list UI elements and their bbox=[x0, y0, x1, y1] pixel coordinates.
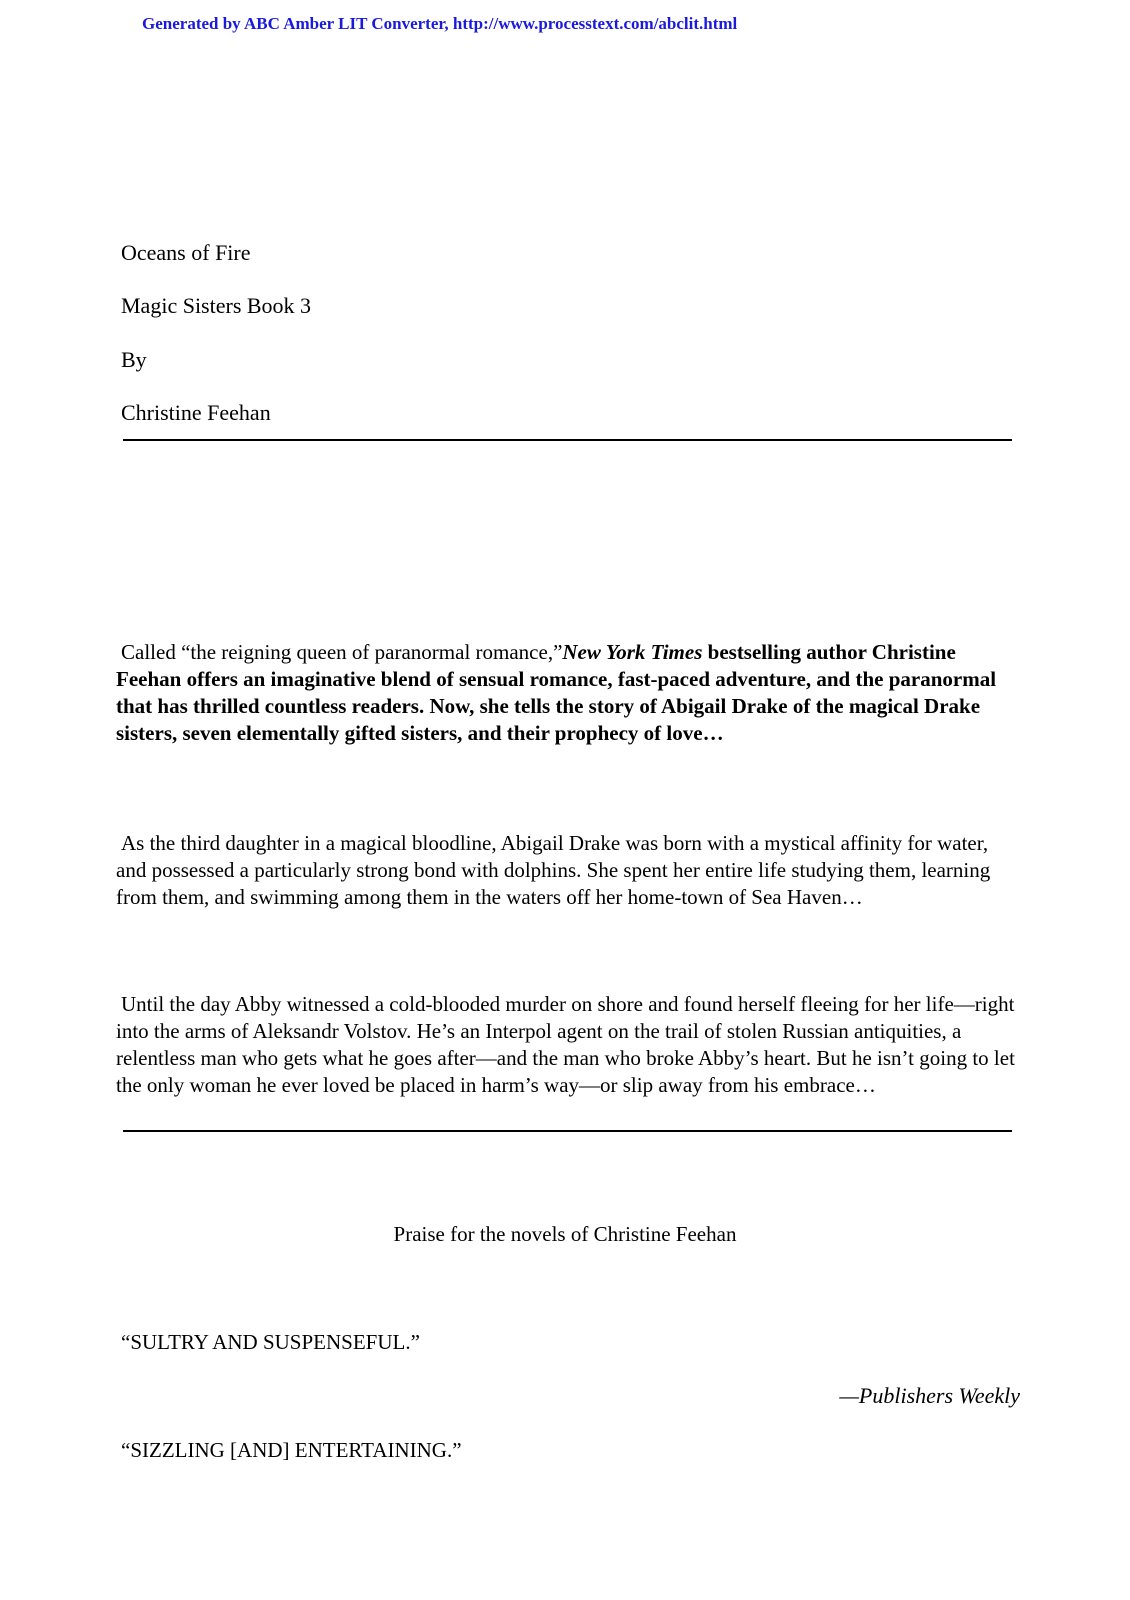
divider-bottom bbox=[123, 1130, 1012, 1132]
blurb-paragraph-2 bbox=[116, 830, 1016, 911]
praise-heading: Praise for the novels of Christine Feehan bbox=[393, 1222, 737, 1246]
book-title: Oceans of Fire bbox=[121, 240, 251, 265]
blurb-paragraph-2-text: As the third daughter in a magical bloodline, Abigail Drake was born with a mystical affinity for water, and possessed a particularly strong bond with dolphins. She spent her entire life studying them, learning from them, and swimming among them in the waters off her home-town of Sea Haven… bbox=[116, 831, 991, 909]
blurb-paragraph-3-text: Until the day Abby witnessed a cold-blooded murder on shore and found herself fleeing for her life—right into the arms of Aleksandr Volstov. He’s an Interpol agent on the trail of stolen Russian antiquities, a relentless man who gets what he goes after—and the man who broke Abby’s heart. But he isn’t going to let the only woman he ever loved be placed in harm’s way—or slip away from his embrace… bbox=[116, 992, 1015, 1097]
converter-banner[interactable]: Generated by ABC Amber LIT Converter, http://www.processtext.com/abclit.html bbox=[142, 14, 738, 33]
praise-quote-2: “SIZZLING [AND] ENTERTAINING.” bbox=[121, 1438, 462, 1462]
blurb-intro-bold: bestselling author Christine Feehan offers an imaginative blend of sensual romance, fast-paced adventure, and the paranormal that has thrilled countless readers. Now, she tells the story of Abigail Drake of the magical Drake sisters, seven elementally gifted sisters, and their prophecy of love… bbox=[116, 640, 997, 745]
blurb-intro bbox=[116, 639, 1016, 747]
blurb-intro-italic: New York Times bbox=[562, 640, 703, 664]
author-name: Christine Feehan bbox=[121, 400, 271, 425]
series-name: Magic Sisters Book 3 bbox=[121, 293, 312, 318]
blurb-intro-plain: Called “the reigning queen of paranormal romance,” bbox=[121, 640, 563, 664]
by-line: By bbox=[121, 347, 147, 372]
praise-quote-1: “SULTRY AND SUSPENSEFUL.” bbox=[121, 1330, 420, 1354]
blurb-paragraph-3 bbox=[116, 991, 1016, 1099]
praise-quote-1-source: —Publishers Weekly bbox=[839, 1383, 1020, 1408]
divider-top bbox=[123, 439, 1012, 441]
